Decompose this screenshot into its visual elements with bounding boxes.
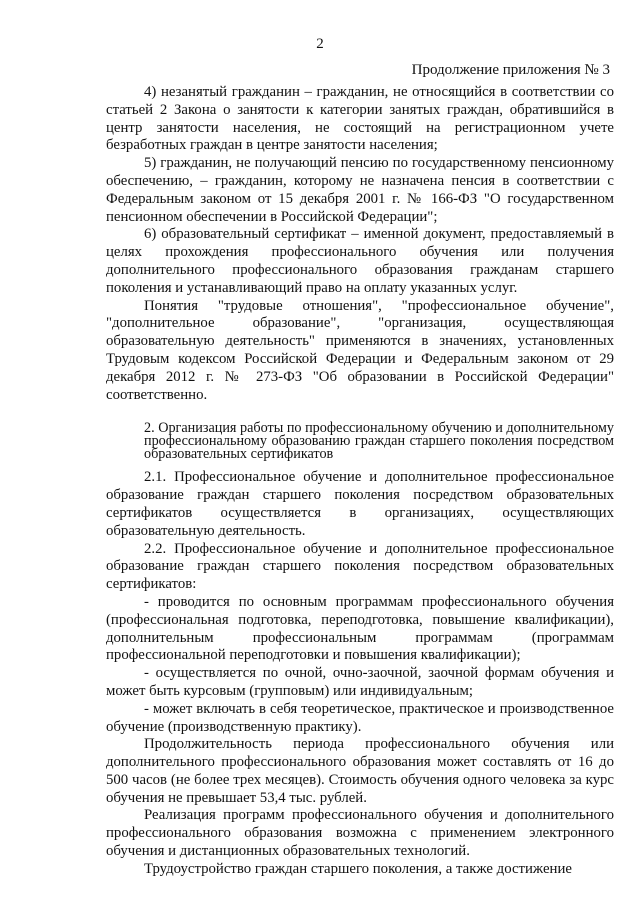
definition-paragraph-6: 6) образовательный сертификат – именной документ, предоставляемый в целях прохождения профессионального обучения или получения дополнительного профессионального образования гражданам старшего поколения и устанавливающий право на оплату указанных услуг. (106, 226, 614, 296)
section-2-heading: 2. Организация работы по профессиональному обучению и дополнительному профессиональному образованию граждан старшего поколения посредством образовательных сертификатов (144, 420, 614, 463)
concepts-paragraph: Понятия "трудовые отношения", "профессиональное обучение", "дополнительное образование", "организация, осуществляющая образовательную деятельность" применяются в значениях, установленных Трудовым кодексом Российской Федерации и Федеральным законом от 29 декабря 2012 г. № 273-ФЗ "Об образовании в Российской Федерации" соответственно. (106, 297, 614, 403)
implementation-paragraph: Реализация программ профессионального обучения и дополнительного профессионального образования возможна с применением электронного обучения и дистанционных образовательных технологий. (106, 807, 614, 860)
paragraph-2-2: 2.2. Профессиональное обучение и дополнительное профессиональное образование граждан старшего поколения посредством образовательных сертификатов: (106, 540, 614, 593)
paragraph-2-1: 2.1. Профессиональное обучение и дополнительное профессиональное образование граждан старшего поколения посредством образовательных сертификатов осуществляется в организациях, осуществляющих образовательную деятельность. (106, 469, 614, 539)
duration-paragraph: Продолжительность периода профессионального обучения или дополнительного профессионального образования может составлять от 16 до 500 часов (не более трех месяцев). Стоимость обучения одного человека за курс обучения не превышает 53,4 тыс. рублей. (106, 736, 614, 806)
appendix-continuation-note: Продолжение приложения № 3 (411, 62, 610, 78)
document-body (106, 84, 614, 879)
employment-paragraph: Трудоустройство граждан старшего поколения, а также достижение (144, 860, 572, 877)
list-item-programs: - проводится по основным программам профессионального обучения (профессиональная подготовка, переподготовка, повышение квалификации), дополнительным профессиональным программам (программам профессиональной переподготовки и повышения квалификации); (106, 593, 614, 664)
definition-paragraph-5: 5) гражданин, не получающий пенсию по государственному пенсионному обеспечению, – гражданин, которому не назначена пенсия в соответствии с Федеральным законом от 15 декабря 2001 г. № 166-ФЗ "О государственном пенсионном обеспечении в Российской Федерации"; (106, 155, 614, 225)
page-number: 2 (316, 36, 324, 52)
list-item-content: - может включать в себя теоретическое, практическое и производственное обучение (производственную практику). (106, 700, 614, 735)
definition-paragraph-4: 4) незанятый гражданин – гражданин, не относящийся в соответствии со статьей 2 Закона о занятости к категории занятых граждан, обратившийся в центр занятости населения, не состоящий на регистрационном учете безработных граждан в центре занятости населения; (106, 84, 614, 154)
list-item-forms: - осуществляется по очной, очно-заочной, заочной формам обучения и может быть курсовым (групповым) или индивидуальным; (106, 665, 614, 699)
